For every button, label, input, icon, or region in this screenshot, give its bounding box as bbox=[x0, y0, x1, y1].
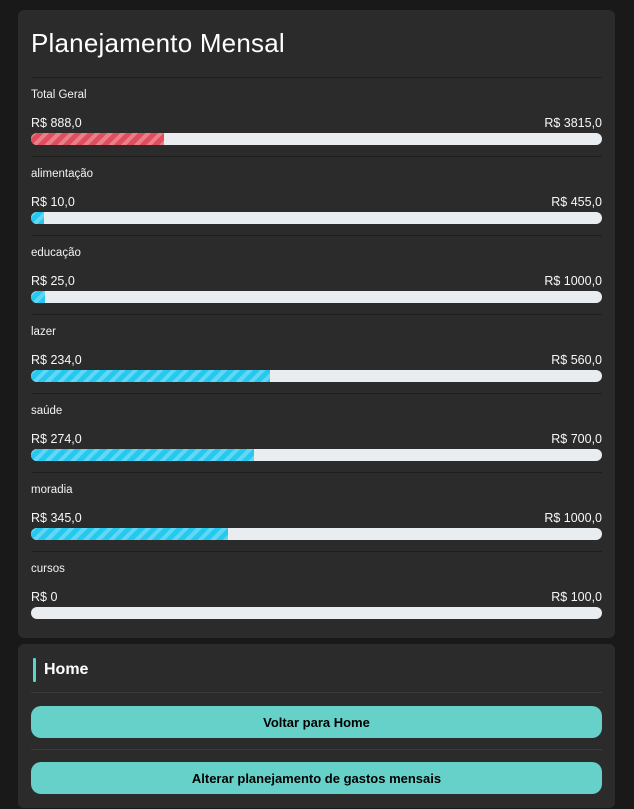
amounts-row bbox=[31, 273, 602, 289]
budget-section bbox=[31, 552, 602, 630]
budget-section bbox=[31, 236, 602, 315]
category-label: lazer bbox=[31, 326, 56, 338]
amounts-row bbox=[31, 194, 602, 210]
spent-amount: R$ 0 bbox=[31, 590, 58, 604]
spent-amount: R$ 25,0 bbox=[31, 274, 75, 288]
category-label: cursos bbox=[31, 563, 65, 575]
limit-amount: R$ 560,0 bbox=[551, 353, 602, 367]
limit-amount: R$ 455,0 bbox=[551, 195, 602, 209]
budget-section bbox=[31, 473, 602, 552]
spent-amount: R$ 345,0 bbox=[31, 511, 82, 525]
progress-track bbox=[31, 607, 602, 619]
limit-amount: R$ 700,0 bbox=[551, 432, 602, 446]
spent-amount: R$ 234,0 bbox=[31, 353, 82, 367]
budget-list bbox=[31, 78, 602, 630]
spent-amount: R$ 274,0 bbox=[31, 432, 82, 446]
category-label: educação bbox=[31, 247, 81, 259]
home-heading-label: Home bbox=[44, 661, 89, 678]
category-label: moradia bbox=[31, 484, 73, 496]
buttons-divider bbox=[31, 749, 602, 750]
spent-amount: R$ 10,0 bbox=[31, 195, 75, 209]
home-divider bbox=[31, 692, 602, 693]
limit-amount: R$ 3815,0 bbox=[544, 116, 602, 130]
progress-track bbox=[31, 528, 602, 540]
amounts-row bbox=[31, 431, 602, 447]
amounts-row bbox=[31, 115, 602, 131]
progress-track bbox=[31, 212, 602, 224]
amounts-row bbox=[31, 589, 602, 605]
home-heading bbox=[31, 656, 602, 692]
progress-fill bbox=[31, 528, 228, 540]
amounts-row bbox=[31, 352, 602, 368]
home-accent-bar bbox=[33, 658, 36, 682]
progress-fill bbox=[31, 370, 270, 382]
budget-section bbox=[31, 78, 602, 157]
page-title: Planejamento Mensal bbox=[31, 28, 285, 58]
progress-track bbox=[31, 291, 602, 303]
limit-amount: R$ 1000,0 bbox=[544, 511, 602, 525]
progress-fill bbox=[31, 291, 45, 303]
category-label: Total Geral bbox=[31, 89, 87, 101]
amounts-row bbox=[31, 510, 602, 526]
budget-section bbox=[31, 157, 602, 236]
progress-fill bbox=[31, 212, 44, 224]
budget-section bbox=[31, 315, 602, 394]
progress-track bbox=[31, 449, 602, 461]
progress-track bbox=[31, 133, 602, 145]
home-card bbox=[18, 644, 615, 808]
progress-fill bbox=[31, 133, 164, 145]
category-label: saúde bbox=[31, 405, 63, 417]
progress-track bbox=[31, 370, 602, 382]
budget-section bbox=[31, 394, 602, 473]
edit-plan-button[interactable]: Alterar planejamento de gastos mensais bbox=[31, 762, 602, 794]
limit-amount: R$ 100,0 bbox=[551, 590, 602, 604]
back-home-button[interactable]: Voltar para Home bbox=[31, 706, 602, 738]
category-label: alimentação bbox=[31, 168, 94, 180]
budget-card bbox=[18, 10, 615, 638]
limit-amount: R$ 1000,0 bbox=[544, 274, 602, 288]
progress-fill bbox=[31, 449, 254, 461]
spent-amount: R$ 888,0 bbox=[31, 116, 82, 130]
